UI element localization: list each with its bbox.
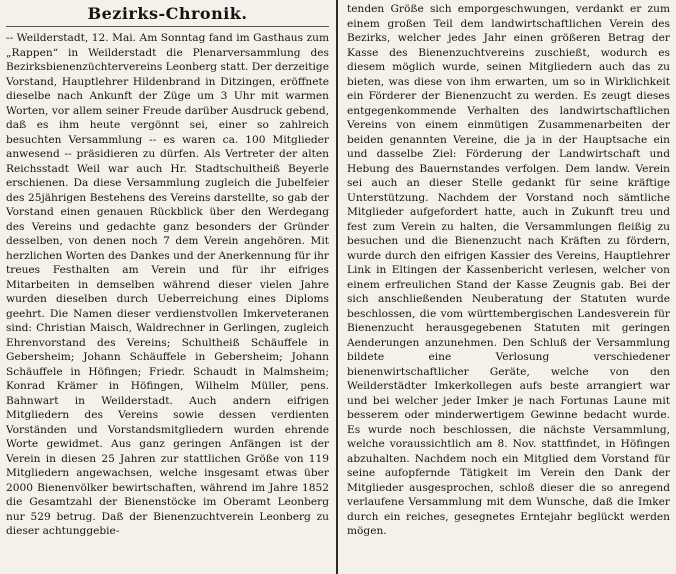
- right-column: [341, 0, 676, 574]
- right-article-text: [347, 2, 670, 539]
- section-heading: Bezirks-Chronik.: [6, 4, 329, 27]
- left-column: [0, 0, 333, 574]
- article-paragraph: -- Weilderstadt, 12. Mai. Am Sonntag fand im Gasthaus zum „Rappen“ in Weilderstadt die Plenarversammlung des Bezirksbienenzüchtervereins Leonberg statt. Der derzeitige Vorstand, Hauptlehrer Hildenbrand in Ditzingen, eröffnete dieselbe nach Ankunft der Züge um 3 Uhr mit warmen Worten, vor allem seiner Freude darüber Ausdruck gebend, daß es ihm heute vergönnt sei, einer so zahlreich besuchten Versammlung -- es waren ca. 100 Mitglieder anwesend -- präsidieren zu dürfen. Als Vertreter der alten Reichsstadt Weil war auch Hr. Stadtschultheiß Beyerle erschienen. Da diese Versammlung zugleich die Jubelfeier des 25jährigen Bestehens des Vereins darstellte, so gab der Vorstand einen genauen Rückblick über den Werdegang des Vereins und gedachte ganz besonders der Gründer desselben, von denen noch 7 dem Verein angehören. Mit herzlichen Worten des Dankes und der Anerkennung für ihr treues Festhalten am Verein und für ihr eifriges Mitarbeiten in demselben während dieser vielen Jahre wurden dieselben durch Ueberreichung eines Diploms geehrt. Die Namen dieser verdienstvollen Imkerveteranen sind: Christian Maisch, Waldrechner in Gerlingen, zugleich Ehrenvorstand des Vereins; Schultheiß Schäuffele in Gebersheim; Johann Schäuffele in Gebersheim; Johann Schäuffele in Höfingen; Friedr. Schaudt in Malmsheim; Konrad Krämer in Höfingen, Wilhelm Müller, pens. Bahnwart in Weilderstadt. Auch andern eifrigen Mitgliedern des Vereins sowie dessen verdienten Vorständen und Vorstandsmitgliedern wurden ehrende Worte gewidmet. Aus ganz geringen Anfängen ist der Verein in diesen 25 Jahren zur stattlichen Größe von 119 Mitgliedern angewachsen, welche insgesamt etwas über 2000 Bienenvölker bewirtschaften, während im Jahre 1852 die Gesamtzahl der Bienenstöcke im Oberamt Leonberg nur 529 betrug. Daß der Bienenzuchtverein Leonberg zu dieser achtunggebie-: [6, 32, 329, 537]
- left-article-text: [6, 31, 329, 539]
- article-paragraph: tenden Größe sich emporgeschwungen, verdankt er zum einem großen Teil dem landwirtschaftlichen Verein des Bezirks, welcher jedes Jahr einen größeren Betrag der Kasse des Bienenzuchtvereins zuschießt, wodurch es diesem möglich wurde, seinen Mitgliedern auch das zu bieten, was diese von ihm erwarten, um so in Wirklichkeit ein Förderer der Bienenzucht zu werden. Es zeugt dieses entgegenkommende Verhalten des landwirtschaftlichen Vereins von einem einmütigen Zusammenarbeiten der beiden genannten Vereine, die ja in der Hauptsache ein und dasselbe Ziel: Förderung der Landwirtschaft und Hebung des Bauernstandes verfolgen. Dem landw. Verein sei auch an dieser Stelle gedankt für seine kräftige Unterstützung. Nachdem der Vorstand noch sämtliche Mitglieder aufgefordert hatte, auch in Zukunft treu und fest zum Verein zu halten, die Versammlungen fleißig zu besuchen und die Bienenzucht nach Kräften zu fördern, wurde durch den eifrigen Kassier des Vereins, Hauptlehrer Link in Eltingen der Kassenbericht verlesen, welcher von einem erfreulichen Stand der Kasse Zeugnis gab. Bei der sich anschließenden Neuberatung der Statuten wurde beschlossen, die vom württembergischen Landesverein für Bienenzucht herausgegebenen Statuten mit geringen Aenderungen anzunehmen. Den Schluß der Versammlung bildete eine Verlosung verschiedener bienenwirtschaftlicher Geräte, welche von den Weilderstädter Imkerkollegen aufs beste arrangiert war und bei welcher jeder Imker je nach Fortunas Laune mit besserem oder minderwertigem Gewinne bedacht wurde. Es wurde noch beschlossen, die nächste Versammlung, welche voraussichtlich am 8. Nov. stattfindet, in Höfingen abzuhalten. Nachdem noch ein Mitglied dem Vorstand für seine aufopfernde Tätigkeit im Verein den Dank der Mitglieder ausgesprochen, schloß dieser die so anregend verlaufene Versammlung mit dem Wunsche, daß die Imker durch ein reiches, gesegnetes Erntejahr beglückt werden mögen.: [347, 3, 670, 537]
- column-divider: [336, 0, 338, 574]
